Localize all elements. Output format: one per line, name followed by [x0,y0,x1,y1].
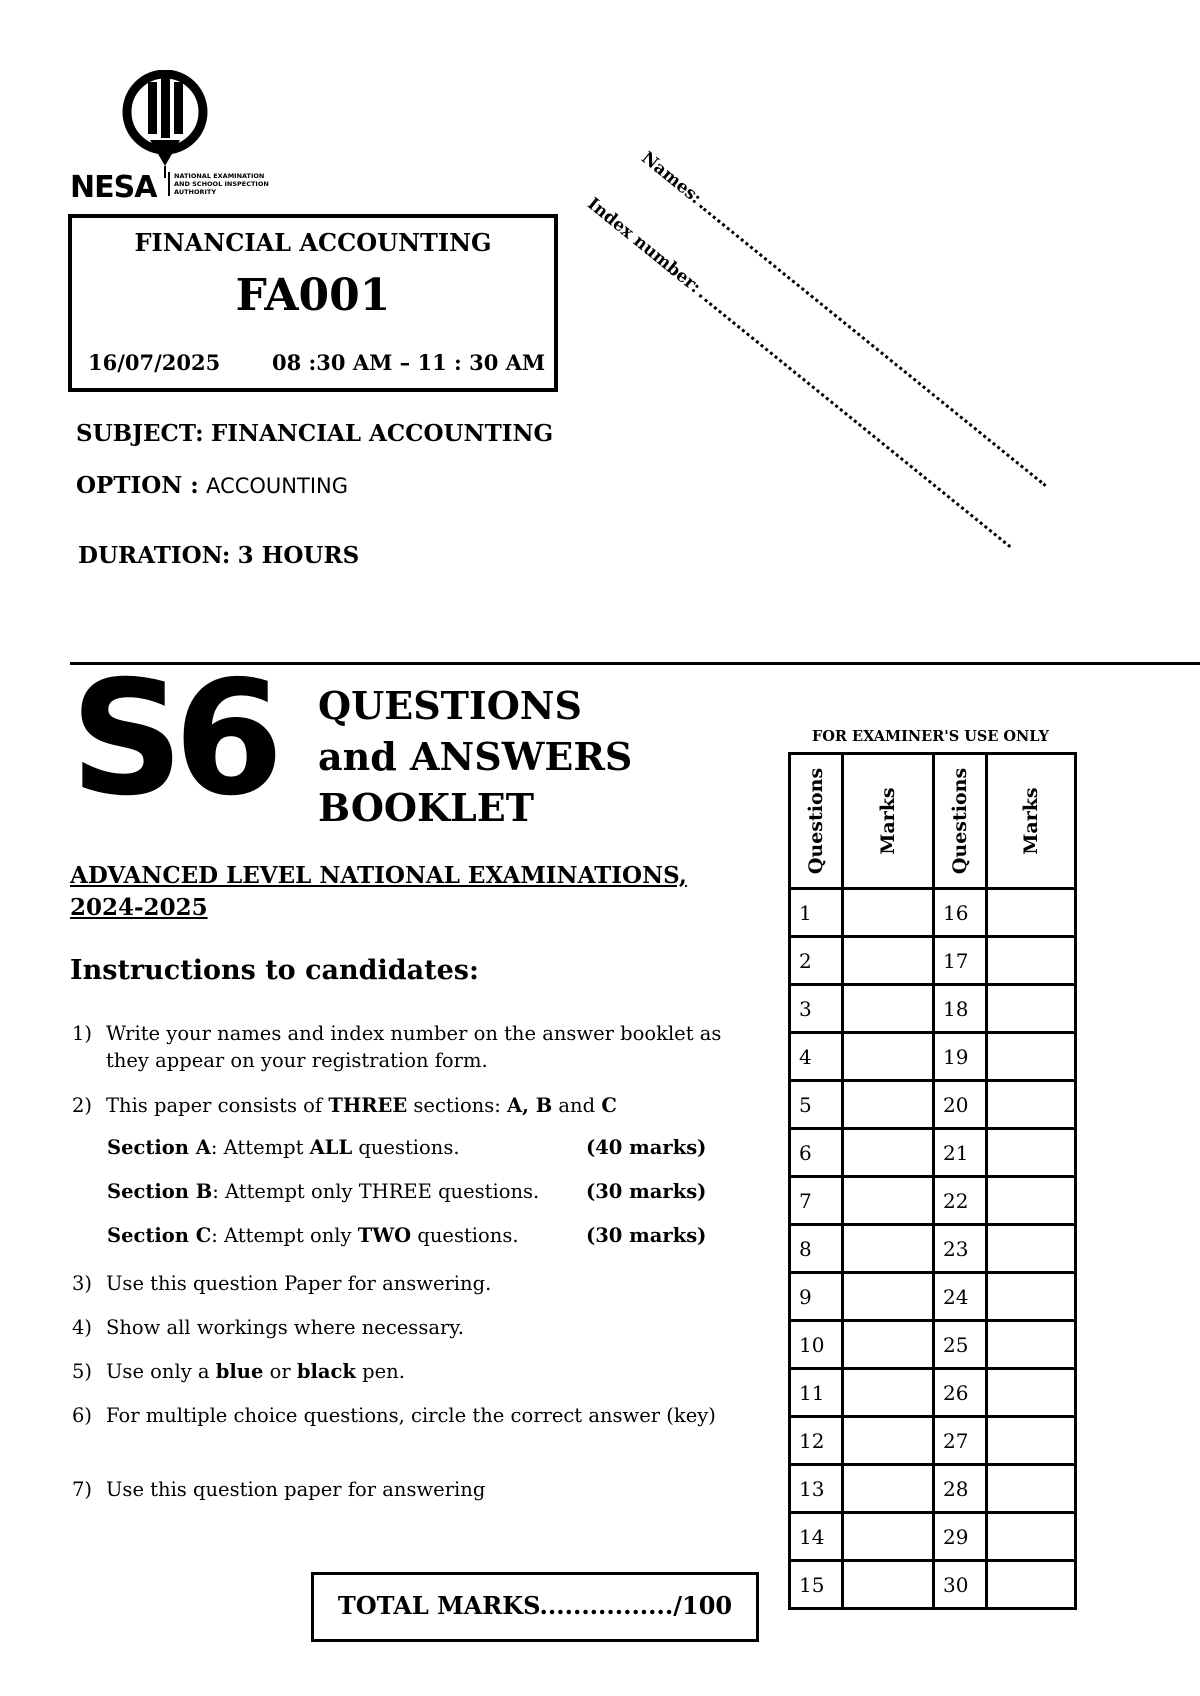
marks-cell[interactable] [843,1129,934,1177]
question-number: 14 [790,1513,843,1561]
logo-wordmark: NESA [70,170,157,205]
marks-cell[interactable] [987,985,1076,1033]
section-a-marks: (40 marks) [586,1136,707,1159]
marks-cell[interactable] [987,1321,1076,1369]
table-header-row [790,754,1076,889]
examiner-marks-table [788,752,1077,1610]
question-number: 23 [934,1225,987,1273]
table-row [790,1033,1076,1081]
marks-cell[interactable] [987,1081,1076,1129]
section-a-row: Section A: Attempt ALL questions. [107,1136,460,1159]
marks-cell[interactable] [987,1369,1076,1417]
exam-title: ADVANCED LEVEL NATIONAL EXAMINATIONS, 2024-2025 [70,862,687,921]
question-number: 28 [934,1465,987,1513]
pencil-logo-icon [120,70,210,180]
question-number: 16 [934,889,987,937]
marks-cell[interactable] [987,1561,1076,1609]
option-line: OPTION : ACCOUNTING [76,472,349,499]
question-number: 2 [790,937,843,985]
question-number: 13 [790,1465,843,1513]
question-number: 30 [934,1561,987,1609]
subject-title: FINANCIAL ACCOUNTING [134,228,492,257]
marks-cell[interactable] [843,1273,934,1321]
table-row [790,1513,1076,1561]
subject-line: SUBJECT: FINANCIAL ACCOUNTING [76,420,554,447]
marks-cell[interactable] [843,1225,934,1273]
marks-cell[interactable] [843,1033,934,1081]
table-row [790,985,1076,1033]
marks-header: Marks [843,754,934,889]
question-number: 25 [934,1321,987,1369]
marks-cell[interactable] [987,1225,1076,1273]
names-field[interactable]: Names: [637,148,1054,491]
question-number: 10 [790,1321,843,1369]
paper-code: FA001 [235,270,391,321]
table-row [790,1369,1076,1417]
marks-cell[interactable] [987,1465,1076,1513]
table-row [790,889,1076,937]
level-badge: S6 [70,647,274,831]
question-number: 19 [934,1033,987,1081]
marks-cell[interactable] [987,937,1076,985]
nesa-logo [70,70,280,205]
marks-cell[interactable] [843,1369,934,1417]
question-number: 11 [790,1369,843,1417]
question-number: 4 [790,1033,843,1081]
question-number: 24 [934,1273,987,1321]
marks-cell[interactable] [987,889,1076,937]
logo-subtitle: NATIONAL EXAMINATION AND SCHOOL INSPECTION AUTHORITY [168,172,284,196]
instructions-heading: Instructions to candidates: [70,955,479,986]
marks-cell[interactable] [987,1513,1076,1561]
total-marks-box: TOTAL MARKS................/100 [311,1572,759,1642]
table-row [790,1561,1076,1609]
table-row [790,1129,1076,1177]
marks-cell[interactable] [987,1273,1076,1321]
question-number: 8 [790,1225,843,1273]
question-number: 7 [790,1177,843,1225]
marks-cell[interactable] [843,1417,934,1465]
question-number: 18 [934,985,987,1033]
marks-header-2: Marks [987,754,1076,889]
marks-cell[interactable] [987,1033,1076,1081]
marks-cell[interactable] [843,1561,934,1609]
marks-cell[interactable] [843,1321,934,1369]
index-number-field[interactable]: Index number: [583,194,1018,552]
questions-header-2: Questions [934,754,987,889]
question-number: 1 [790,889,843,937]
booklet-title: QUESTIONS and ANSWERS BOOKLET [318,683,633,830]
question-number: 5 [790,1081,843,1129]
question-number: 17 [934,937,987,985]
question-number: 22 [934,1177,987,1225]
question-number: 6 [790,1129,843,1177]
question-number: 27 [934,1417,987,1465]
question-number: 12 [790,1417,843,1465]
marks-cell[interactable] [987,1177,1076,1225]
table-row [790,937,1076,985]
marks-cell[interactable] [987,1417,1076,1465]
section-b-row: Section B: Attempt only THREE questions. [107,1180,540,1203]
table-row [790,1321,1076,1369]
exam-date: 16/07/2025 [88,350,221,375]
table-row [790,1465,1076,1513]
marks-cell[interactable] [843,889,934,937]
question-number: 29 [934,1513,987,1561]
duration-line: DURATION: 3 HOURS [78,542,360,569]
question-number: 21 [934,1129,987,1177]
marks-cell[interactable] [987,1129,1076,1177]
examiner-label: FOR EXAMINER'S USE ONLY [812,728,1049,745]
exam-time: 08 :30 AM – 11 : 30 AM [272,350,546,375]
marks-cell[interactable] [843,985,934,1033]
marks-cell[interactable] [843,1177,934,1225]
question-number: 3 [790,985,843,1033]
marks-cell[interactable] [843,1513,934,1561]
questions-header: Questions [790,754,843,889]
question-number: 26 [934,1369,987,1417]
marks-cell[interactable] [843,1081,934,1129]
table-row [790,1273,1076,1321]
section-c-marks: (30 marks) [586,1224,707,1247]
marks-cell[interactable] [843,1465,934,1513]
table-row [790,1417,1076,1465]
section-b-marks: (30 marks) [586,1180,707,1203]
question-number: 9 [790,1273,843,1321]
marks-cell[interactable] [843,937,934,985]
table-row [790,1225,1076,1273]
question-number: 15 [790,1561,843,1609]
table-row [790,1081,1076,1129]
question-number: 20 [934,1081,987,1129]
paper-header-box [68,214,558,392]
section-c-row: Section C: Attempt only TWO questions. [107,1224,519,1247]
table-row [790,1177,1076,1225]
